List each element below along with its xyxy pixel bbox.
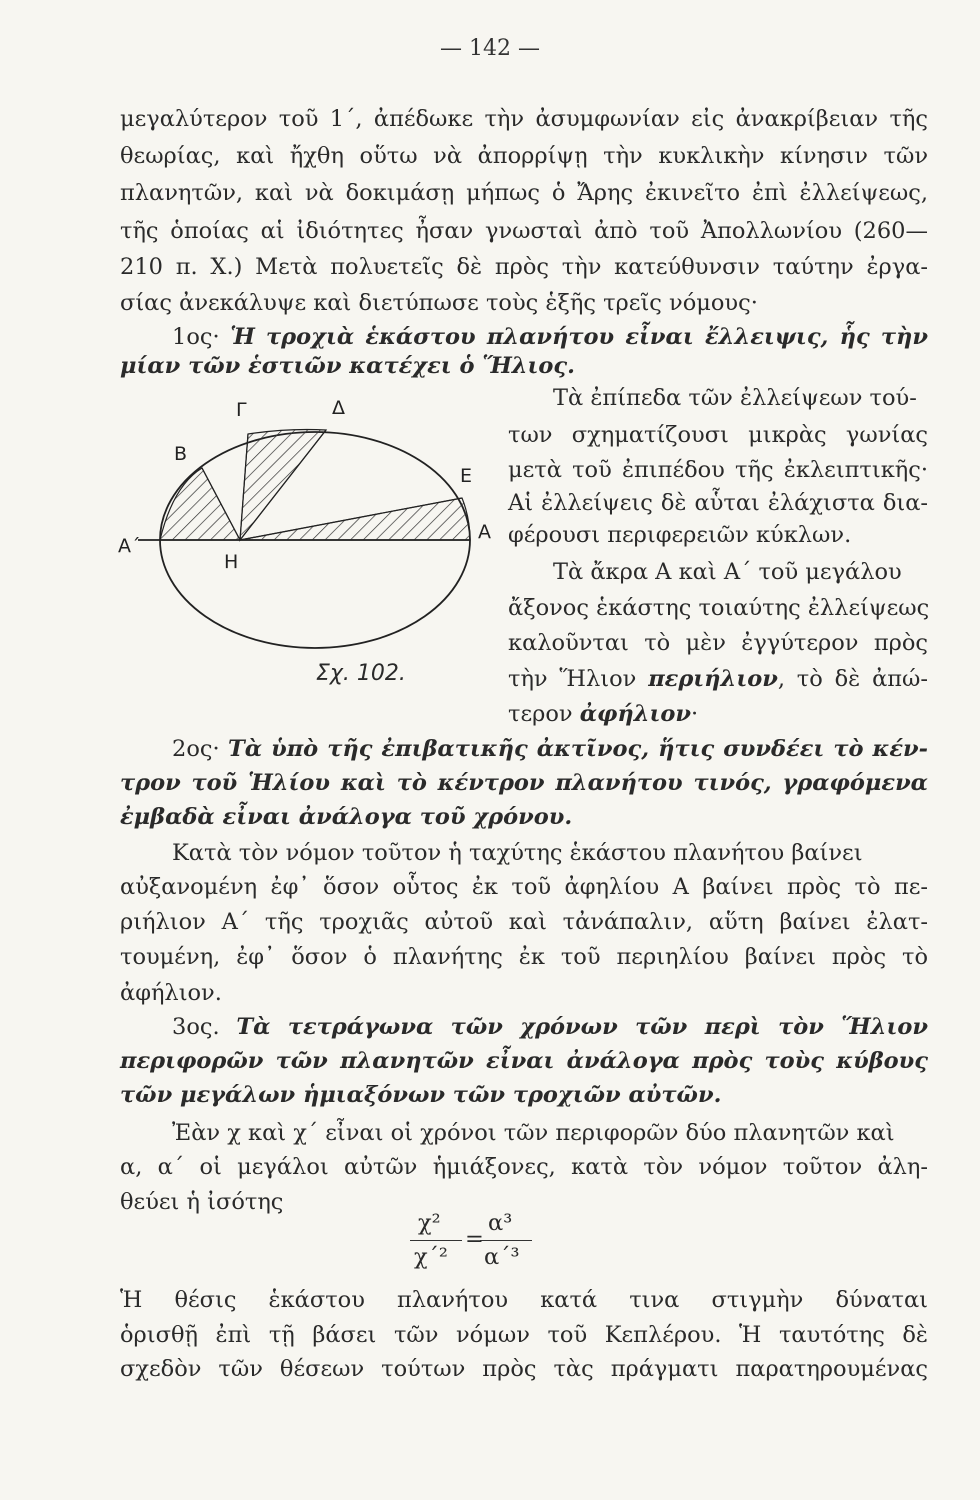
para4-line: Ἡ θέσις ἑκάστου πλανήτου κατά τινα στιγμὴν δύναται [120,1287,928,1313]
side-line: ἄξονος ἑκάστης τοιαύτης ἐλλείψεως [508,595,930,621]
label-gamma: Γ [236,399,247,421]
label-eta: Η [224,551,239,573]
side-line: των σχηματίζουσι μικρὰς γωνίας [508,422,928,448]
term-aphelion: ἀφήλιον [579,701,692,727]
law2-text: τρον τοῦ Ἡλίου καὶ τὸ κέντρον πλανήτου τινός, γραφόμενα [120,770,928,796]
formula-equals: = [465,1226,484,1252]
body-line: πλανητῶν, καὶ νὰ δοκιμάσῃ μήπως ὁ Ἄρης ἐκινεῖτο ἐπὶ ἐλλείψεως, [120,180,928,206]
side-text: τερον [508,701,580,727]
side-line: Αἱ ἐλλείψεις δὲ αὗται ἐλάχιστα δια- [508,490,928,516]
figure-caption: Σχ. 102. [316,661,406,686]
law1-text: Ἡ τροχιὰ ἑκάστου πλανήτου εἶναι ἔλλειψις, ἧς τὴν [230,324,928,350]
law2-line [120,768,928,798]
law1-text: μίαν τῶν ἑστιῶν κατέχει ὁ Ἥλιος. [120,353,575,379]
law2-line [120,802,928,832]
label-beta: Β [174,443,188,465]
para4-line: ὁρισθῇ ἐπὶ τῇ βάσει τῶν νόμων τοῦ Κεπλέρου. Ἡ ταυτότης δὲ [120,1322,928,1348]
para2-line: τουμένη, ἐφ᾽ ὅσον ὁ πλανήτης ἐκ τοῦ περιηλίου βαίνει πρὸς τὸ [120,944,928,970]
para3-line: θεύει ἡ ἰσότης [120,1189,284,1215]
page-number: — 142 — [440,36,540,61]
side-text: , τὸ δὲ ἀπώ- [777,666,929,692]
fraction-bar [480,1240,532,1241]
law2-line [120,734,928,764]
body-line: θεωρίας, καὶ ἤχθη οὕτω νὰ ἀπορρίψῃ τὴν κυκλικὴν κίνησιν τῶν [120,143,928,169]
law3-text: Τὰ τετράγωνα τῶν χρόνων τῶν περὶ τὸν Ἥλιον [236,1014,928,1040]
side-text: τὴν Ἥλιον [508,666,649,692]
law1-line [120,351,928,381]
para2-line: ριήλιον Α΄ τῆς τροχιᾶς αὐτοῦ καὶ τἀνάπαλιν, αὕτη βαίνει ἐλατ- [120,909,928,935]
side-line: μετὰ τοῦ ἐπιπέδου τῆς ἐκλειπτικῆς· [508,457,928,483]
law1-line [120,322,928,352]
law3-line [120,1046,928,1076]
label-alpha: Α [478,521,491,543]
law2-number: 2ος· [172,736,220,762]
formula-numerator-right: α³ [488,1210,513,1236]
law2-text: ἐμβαδὰ εἶναι ἀνάλογα τοῦ χρόνου. [120,804,573,830]
side-line: Τὰ ἐπίπεδα τῶν ἐλλείψεων τού- [553,385,917,411]
formula-denominator-right: α΄³ [484,1244,520,1270]
law3-line [120,1012,928,1042]
label-delta: Δ [332,397,345,419]
body-line: σίας ἀνεκάλυψε καὶ διετύπωσε τοὺς ἑξῆς τρεῖς νόμους· [120,290,758,316]
ellipse-orbit-figure [118,390,500,700]
para4-line: σχεδὸν τῶν θέσεων τούτων πρὸς τὰς πράγματι παρατηρουμένας [120,1356,928,1382]
body-line: τῆς ὁποίας αἱ ἰδιότητες ἦσαν γνωσταὶ ἀπὸ τοῦ Ἀπολλωνίου (260— [120,218,928,244]
shaded-sector [160,468,240,540]
para2-line: ἀφήλιον. [120,980,222,1006]
formula-denominator-left: χ΄² [414,1244,448,1270]
body-line: 210 π. Χ.) Μετὰ πολυετεῖς δὲ πρὸς τὴν κατεύθυνσιν ταύτην ἐργα- [120,254,928,280]
formula-numerator-left: χ² [418,1210,441,1236]
body-line: μεγαλύτερον τοῦ 1΄, ἀπέδωκε τὴν ἀσυμφωνίαν εἰς ἀνακρίβειαν τῆς [120,106,928,132]
para3-line: Ἐὰν χ καὶ χ΄ εἶναι οἱ χρόνοι τῶν περιφορῶν δύο πλανητῶν καὶ [172,1120,895,1146]
term-perihelion: περιήλιον [648,666,778,692]
law3-text: περιφορῶν τῶν πλανητῶν εἶναι ἀνάλογα πρὸς τοὺς κύβους [120,1048,928,1074]
law3-number: 3ος. [172,1014,220,1040]
side-line [508,699,928,729]
para2-line: αὐξανομένη ἐφ᾽ ὅσον οὗτος ἐκ τοῦ ἀφηλίου Α βαίνει πρὸς τὸ πε- [120,874,928,900]
side-line [508,664,928,694]
law2-text: Τὰ ὑπὸ τῆς ἐπιβατικῆς ἀκτῖνος, ἥτις συνδέει τὸ κέν- [227,736,928,762]
law3-line [120,1080,928,1110]
side-text: · [691,701,699,727]
law1-number: 1ος· [172,324,220,350]
label-alpha-prime: Α΄ [118,535,141,557]
fraction-bar [410,1240,462,1241]
side-line: Τὰ ἄκρα Α καὶ Α΄ τοῦ μεγάλου [553,559,902,585]
para2-line: Κατὰ τὸν νόμον τοῦτον ἡ ταχύτης ἑκάστου πλανήτου βαίνει [172,840,863,866]
side-line: καλοῦνται τὸ μὲν ἐγγύτερον πρὸς [508,630,928,656]
label-epsilon: Ε [460,465,473,487]
side-line: φέρουσι περιφερειῶν κύκλων. [508,522,852,548]
para3-line: α, α΄ οἱ μεγάλοι αὐτῶν ἡμιάξονες, κατὰ τὸν νόμον τοῦτον ἀλη- [120,1154,928,1180]
law3-text: τῶν μεγάλων ἡμιαξόνων τῶν τροχιῶν αὐτῶν. [120,1082,722,1108]
